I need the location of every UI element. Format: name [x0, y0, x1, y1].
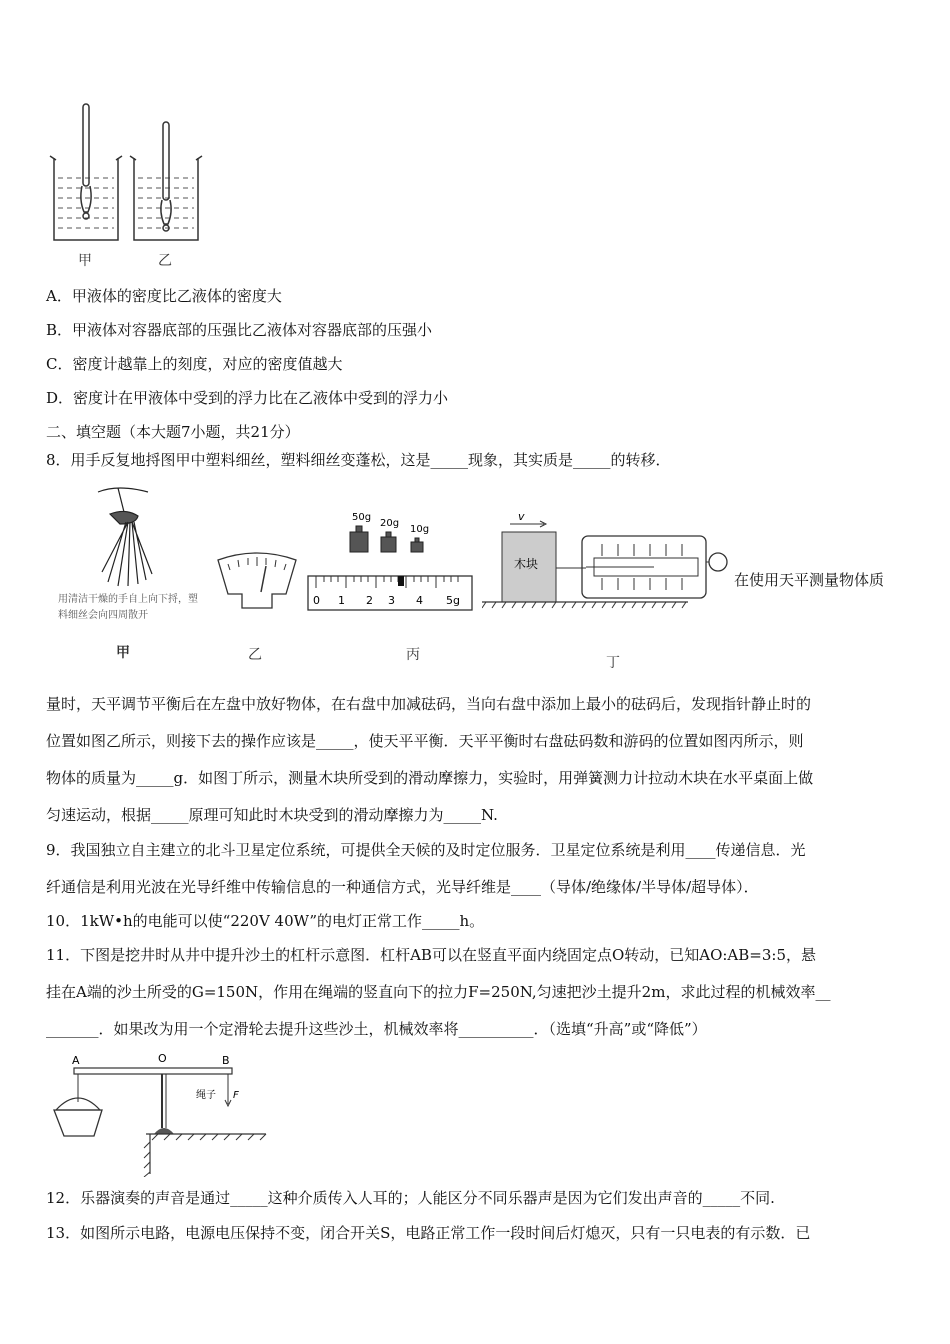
block-label: 木块: [514, 557, 539, 571]
option-d: D．密度计在甲液体中受到的浮力比在乙液体中受到的浮力小: [46, 389, 449, 407]
ruler-tick-1: 1: [338, 594, 345, 607]
section-title: 二、填空题（本大题7小题，共21分）: [46, 423, 300, 441]
plastic-strings-figure: [88, 482, 168, 592]
lever-figure: [46, 1052, 276, 1177]
ruler-tick-4: 4: [416, 594, 423, 607]
q8-caption-jia: 用清洁干燥的手自上向下捋，塑料细丝会向四周散开: [58, 594, 198, 621]
q9-line1: 9．我国独立自主建立的北斗卫星定位系统，可提供全天候的及时定位服务．卫星定位系统是利用____传递信息．光: [46, 841, 806, 859]
q8-label-jia: 甲: [116, 645, 130, 661]
q8-label-yi: 乙: [248, 647, 262, 663]
force-label: F: [233, 1090, 239, 1101]
q13-line1: 13．如图所示电路，电源电压保持不变，闭合开关S，电路正常工作一段时间后灯熄灭，只有一只电表的有示数．已: [46, 1224, 811, 1242]
q8-label-ding: 丁: [606, 655, 620, 671]
figure1-label-jia: 甲: [78, 253, 92, 269]
option-b: B．甲液体对容器底部的压强比乙液体对容器底部的压强小: [46, 321, 433, 339]
rope-label: 绳子: [196, 1090, 216, 1101]
q10-line1: 10．1kW•h的电能可以使“220V 40W”的电灯正常工作_____h。: [46, 912, 485, 930]
weight-label-50g: 50g: [352, 512, 372, 523]
lever-label-a: A: [72, 1054, 80, 1067]
q8-line1: 8．用手反复地捋图甲中塑料细丝，塑料细丝变蓬松，这是_____现象，其实质是_____的转移．: [46, 451, 671, 469]
q12-line1: 12．乐器演奏的声音是通过_____这种介质传入人耳的；人能区分不同乐器声是因为它们发出声音的_____不同.: [46, 1189, 775, 1207]
q8-label-bing: 丙: [406, 647, 420, 663]
ruler-tick-5g: 5g: [446, 594, 460, 607]
weights-ruler-figure: [300, 506, 480, 616]
lever-label-o: O: [158, 1052, 167, 1065]
q8-line2: 量时，天平调节平衡后在左盘中放好物体，在右盘中加减砝码，当向右盘中添加上最小的砝码后，发现指针静止时的: [46, 695, 812, 713]
hydrometer-figure: [46, 100, 206, 275]
lever-label-b: B: [222, 1054, 230, 1067]
option-a: A．甲液体的密度比乙液体的密度大: [46, 287, 282, 305]
q8-line5: 匀速运动，根据_____原理可知此时木块受到的滑动摩擦力为_____N.: [46, 806, 498, 824]
q11-line1: 11．下图是挖井时从井中提升沙土的杠杆示意图．杠杆AB可以在竖直平面内绕固定点O转动，已知AO:AB=3:5，悬: [46, 946, 816, 964]
q11-line3: _______．如果改为用一个定滑轮去提升这些沙土，机械效率将__________．（选填“升高”或“降低”）: [46, 1020, 707, 1038]
balance-dial-figure: [214, 550, 300, 612]
weight-label-20g: 20g: [380, 518, 400, 529]
q8-side-text: 在使用天平测量物体质: [734, 571, 885, 589]
option-c: C．密度计越靠上的刻度，对应的密度值越大: [46, 355, 343, 373]
ruler-tick-2: 2: [366, 594, 373, 607]
q11-line2: 挂在A端的沙土所受的G=150N，作用在绳端的竖直向下的拉力F=250N,匀速把沙土提升2m，求此过程的机械效率__: [46, 983, 831, 1001]
q8-line3: 位置如图乙所示，则接下去的操作应该是_____，使天平平衡．天平平衡时右盘砝码数和游码的位置如图丙所示，则: [46, 732, 804, 750]
weight-label-10g: 10g: [410, 524, 430, 535]
friction-setup-figure: [482, 506, 732, 616]
velocity-label: v: [518, 510, 525, 523]
ruler-tick-0: 0: [313, 594, 320, 607]
q9-line2: 纤通信是利用光波在光导纤维中传输信息的一种通信方式，光导纤维是____（导体/绝缘体/半导体/超导体）．: [46, 878, 759, 896]
figure1-label-yi: 乙: [158, 253, 172, 269]
q8-line4: 物体的质量为_____g．如图丁所示，测量木块所受到的滑动摩擦力，实验时，用弹簧测力计拉动木块在水平桌面上做: [46, 769, 814, 787]
ruler-tick-3: 3: [388, 594, 395, 607]
